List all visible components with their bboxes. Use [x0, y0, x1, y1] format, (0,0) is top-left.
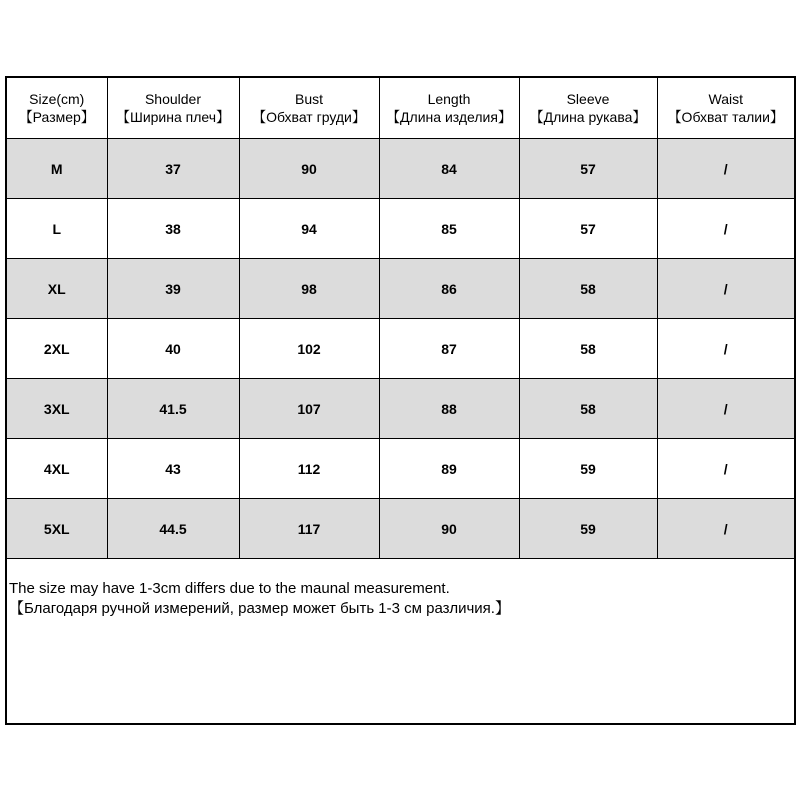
cell-length: 87: [379, 319, 519, 379]
cell-shoulder: 44.5: [107, 499, 239, 559]
size-chart-table: [7, 78, 794, 559]
cell-waist: /: [657, 499, 794, 559]
header-waist-label: Waist: [708, 91, 743, 107]
cell-sleeve: 58: [519, 259, 657, 319]
header-shoulder-label: Shoulder: [144, 91, 202, 107]
header-waist: [657, 78, 794, 139]
header-sleeve-label: Sleeve: [566, 91, 610, 107]
cell-sleeve: 59: [519, 439, 657, 499]
cell-size: 5XL: [7, 499, 107, 559]
table-row: [7, 199, 794, 259]
table-row: [7, 319, 794, 379]
header-size-label: Size(cm): [29, 91, 85, 107]
cell-sleeve: 58: [519, 379, 657, 439]
cell-shoulder: 38: [107, 199, 239, 259]
cell-bust: 98: [239, 259, 379, 319]
cell-length: 88: [379, 379, 519, 439]
header-bust-label: Bust: [294, 91, 323, 107]
cell-length: 84: [379, 139, 519, 199]
cell-waist: /: [657, 319, 794, 379]
cell-size: 3XL: [7, 379, 107, 439]
cell-waist: /: [657, 379, 794, 439]
measurement-note-ru: 【Благодаря ручной измерений, размер может быть 1-3 см различия.】: [9, 600, 510, 617]
header-bust: [239, 78, 379, 139]
cell-shoulder: 37: [107, 139, 239, 199]
cell-sleeve: 59: [519, 499, 657, 559]
measurement-note-en: The size may have 1-3cm differs due to the maunal measurement.: [9, 580, 450, 597]
table-row: [7, 139, 794, 199]
cell-waist: /: [657, 139, 794, 199]
cell-waist: /: [657, 199, 794, 259]
cell-waist: /: [657, 259, 794, 319]
header-size: [7, 78, 107, 139]
header-length-label: Length: [427, 91, 471, 107]
cell-bust: 112: [239, 439, 379, 499]
header-sleeve: [519, 78, 657, 139]
cell-shoulder: 39: [107, 259, 239, 319]
cell-size: 4XL: [7, 439, 107, 499]
cell-length: 89: [379, 439, 519, 499]
header-size-label-ru: 【Размер】: [18, 109, 95, 125]
table-row: [7, 439, 794, 499]
table-row: [7, 259, 794, 319]
header-length: [379, 78, 519, 139]
header-length-label-ru: 【Длина изделия】: [386, 109, 512, 125]
cell-length: 90: [379, 499, 519, 559]
cell-length: 85: [379, 199, 519, 259]
header-sleeve-label-ru: 【Длина рукава】: [529, 109, 647, 125]
cell-length: 86: [379, 259, 519, 319]
cell-bust: 117: [239, 499, 379, 559]
header-bust-label-ru: 【Обхват груди】: [252, 109, 366, 125]
cell-waist: /: [657, 439, 794, 499]
cell-sleeve: 57: [519, 199, 657, 259]
header-shoulder-label-ru: 【Ширина плеч】: [115, 109, 231, 125]
header-shoulder: [107, 78, 239, 139]
cell-size: L: [7, 199, 107, 259]
cell-sleeve: 57: [519, 139, 657, 199]
table-header-row: [7, 78, 794, 139]
cell-bust: 94: [239, 199, 379, 259]
header-waist-label-ru: 【Обхват талии】: [667, 109, 784, 125]
cell-shoulder: 41.5: [107, 379, 239, 439]
cell-size: XL: [7, 259, 107, 319]
cell-bust: 102: [239, 319, 379, 379]
table-row: [7, 499, 794, 559]
cell-size: M: [7, 139, 107, 199]
cell-shoulder: 43: [107, 439, 239, 499]
cell-size: 2XL: [7, 319, 107, 379]
cell-bust: 107: [239, 379, 379, 439]
table-row: [7, 379, 794, 439]
cell-sleeve: 58: [519, 319, 657, 379]
size-chart-frame: [5, 76, 796, 725]
cell-shoulder: 40: [107, 319, 239, 379]
cell-bust: 90: [239, 139, 379, 199]
measurement-note: [9, 579, 510, 619]
